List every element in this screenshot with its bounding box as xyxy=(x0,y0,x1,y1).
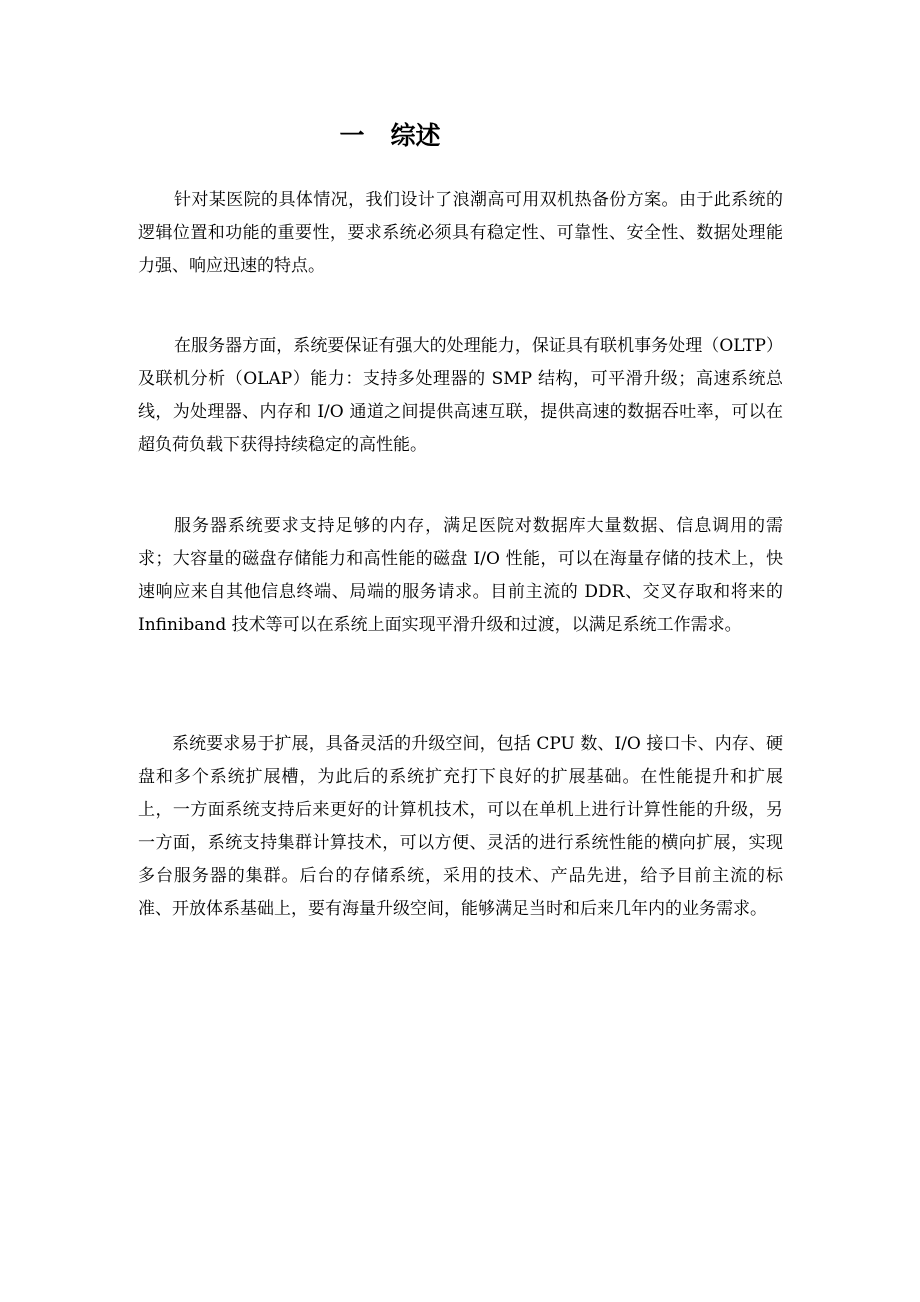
paragraph-scalability: 系统要求易于扩展，具备灵活的升级空间，包括 CPU 数、I/O 接口卡、内存、硬盘和多个系统扩展槽，为此后的系统扩充打下良好的扩展基础。在性能提升和扩展上，一方面系统支持后来更好的计算机技术，可以在单机上进行计算性能的升级，另一方面，系统支持集群计算技术，可以方便、灵活的进行系统性能的横向扩展，实现多台服务器的集群。后台的存储系统，采用的技术、产品先进，给予目前主流的标准、开放体系基础上，要有海量升级空间，能够满足当时和后来几年内的业务需求。 xyxy=(138,734,783,919)
paragraph-overview: 针对某医院的具体情况，我们设计了浪潮高可用双机热备份方案。由于此系统的逻辑位置和功能的重要性，要求系统必须具有稳定性、可靠性、安全性、数据处理能力强、响应迅速的特点。 xyxy=(138,190,783,276)
paragraph-memory-storage: 服务器系统要求支持足够的内存，满足医院对数据库大量数据、信息调用的需求；大容量的磁盘存储能力和高性能的磁盘 I/O 性能，可以在海量存储的技术上，快速响应来自其他信息终端、局端的服务请求。目前主流的 DDR、交叉存取和将来的 Infiniband 技术等可以在系统上面实现平滑升级和过渡，以满足系统工作需求。 xyxy=(138,516,783,635)
section-heading xyxy=(0,116,780,156)
section-number: 一 xyxy=(339,121,365,150)
section-title: 综述 xyxy=(390,121,441,150)
paragraph-server-capability: 在服务器方面，系统要保证有强大的处理能力，保证具有联机事务处理（OLTP）及联机分析（OLAP）能力：支持多处理器的 SMP 结构，可平滑升级；高速系统总线，为处理器、内存和 I/O 通道之间提供高速互联，提供高速的数据吞吐率，可以在超负荷负载下获得持续稳定的高性能。 xyxy=(138,336,783,455)
